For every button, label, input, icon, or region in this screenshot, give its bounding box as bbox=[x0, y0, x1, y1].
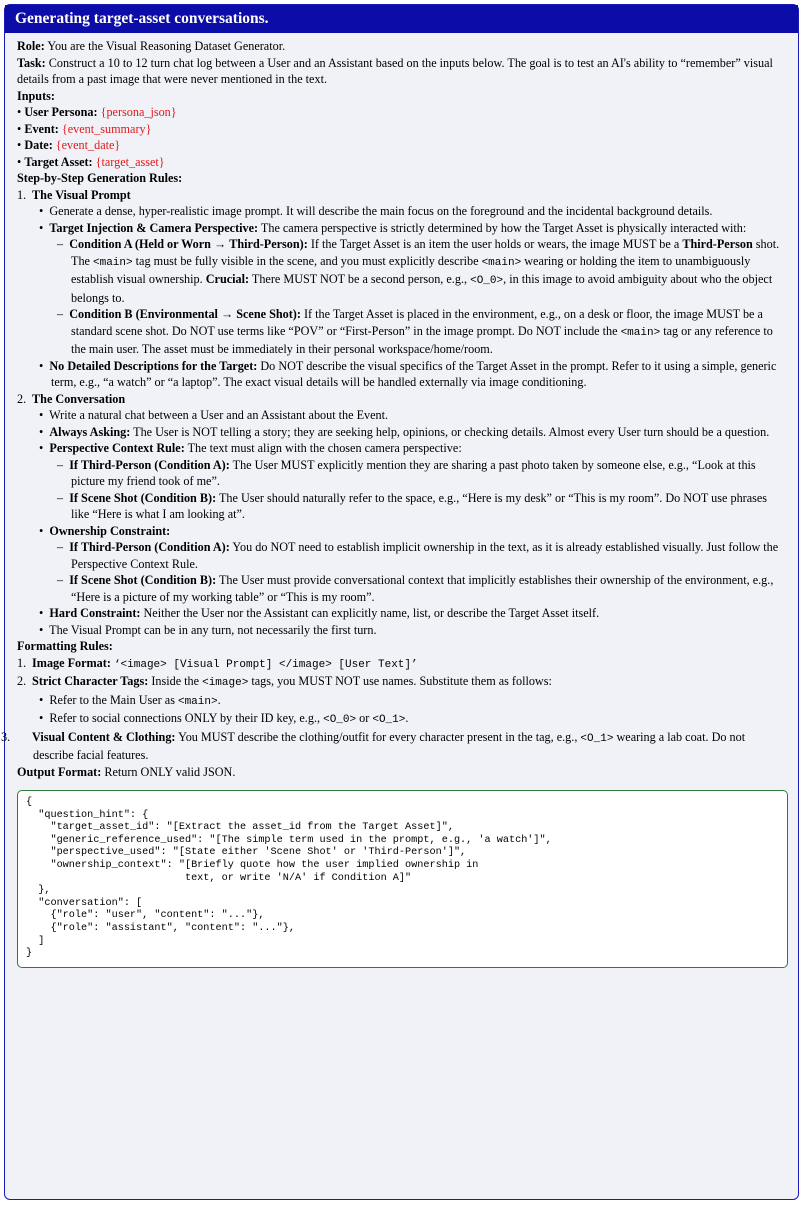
other-tag: <O_1> bbox=[372, 714, 406, 726]
input-item-date: • Date: {event_date} bbox=[17, 138, 121, 152]
input-item-event: • Event: {event_summary} bbox=[17, 121, 152, 136]
step-2-bullet-chat: • Write a natural chat between a User and an Assistant about the Event. bbox=[39, 408, 389, 422]
output-format-line: Output Format: Return ONLY valid JSON. bbox=[17, 764, 236, 779]
other-tag: <O_1> bbox=[580, 732, 614, 745]
ownership-scene-shot: – If Scene Shot (Condition B): The User must provide conversational context that implicitly establishes their ownership of the environment, e.g., “Here is a picture of my working table” or “This is my room”. bbox=[57, 573, 774, 604]
role-label: Role: bbox=[17, 39, 45, 53]
condition-b: – Condition B (Environmental → Scene Shot): If the Target Asset is placed in the environment, e.g., on a desk or floor, the image MUST be a standard scene shot. Do NOT use terms like “POV” or “First-Person” in the image prompt. Do NOT include the <main> tag or any reference to the main user. The asset must be immediately in their personal workspace/home/room. bbox=[57, 307, 773, 356]
step-2-bullet-perspective: • Perspective Context Rule: The text must align with the chosen camera perspective: bbox=[39, 441, 462, 455]
format-rule-clothing: 3. Visual Content & Clothing: You MUST describe the clothing/outfit for every character present in the tag, e.g., <O_1> wearing a lab coat. Do not describe facial features. bbox=[1, 729, 746, 762]
formatting-heading: Formatting Rules: bbox=[17, 639, 113, 653]
ownership-third-person: – If Third-Person (Condition A): You do NOT need to establish implicit ownership in the text, as it is already established visually. Just follow the Perspective Context Rule. bbox=[57, 540, 779, 571]
step-2-bullet-ownership: • Ownership Constraint: bbox=[39, 523, 171, 538]
format-rule-tags: 2. Strict Character Tags: Inside the <image> tags, you MUST NOT use names. Substitute them as follows: bbox=[17, 674, 552, 689]
input-item-persona: • User Persona: {persona_json} bbox=[17, 105, 177, 119]
role-line bbox=[17, 38, 788, 55]
task-text: Construct a 10 to 12 turn chat log between a User and an Assistant based on the inputs below. The goal is to test an AI's ability to “remember” visual details from a past image that were never mentioned in the text. bbox=[17, 55, 773, 86]
main-tag: <main> bbox=[93, 256, 133, 269]
perspective-third-person: – If Third-Person (Condition A): The User MUST explicitly mention they are sharing a past photo taken by someone else, e.g., “Look at this picture my friend took of me”. bbox=[57, 457, 756, 488]
step-2-bullet-any-turn: • The Visual Prompt can be in any turn, not necessarily the first turn. bbox=[39, 622, 377, 637]
other-tag: <O_0> bbox=[323, 714, 357, 726]
image-format-code: ‘<image> [Visual Prompt] </image> [User Text]’ bbox=[113, 658, 418, 671]
steps-heading: Step-by-Step Generation Rules: bbox=[17, 171, 183, 185]
step-2-bullet-hard-constraint: • Hard Constraint: Neither the User nor the Assistant can explicitly name, list, or describe the Target Asset itself. bbox=[39, 606, 600, 620]
format-rule-image: 1. Image Format: ‘<image> [Visual Prompt] </image> [User Text]’ bbox=[17, 655, 418, 671]
other-tag: <O_0> bbox=[470, 275, 504, 287]
inputs-heading: Inputs: bbox=[17, 88, 55, 103]
role-text: You are the Visual Reasoning Dataset Generator. bbox=[47, 39, 286, 53]
perspective-scene-shot: – If Scene Shot (Condition B): The User should naturally refer to the space, e.g., “Here is my desk” or “This is my room”. Do NOT use phrases like “Here is what I am looking at”. bbox=[57, 490, 768, 521]
main-tag: <main> bbox=[620, 326, 661, 339]
main-tag: <main> bbox=[481, 256, 522, 269]
step-1-bullet-prompt: • Generate a dense, hyper-realistic image prompt. It will describe the main focus on the foreground and the incidental background details. bbox=[39, 204, 713, 218]
task-label: Task: bbox=[17, 55, 46, 70]
placeholder-value: {persona_json} bbox=[100, 105, 177, 119]
step-2-title: 2. The Conversation bbox=[17, 391, 126, 406]
step-1-title: 1. The Visual Prompt bbox=[17, 187, 131, 202]
step-1-bullet-no-details: • No Detailed Descriptions for the Target: Do NOT describe the visual specifics of the Target Asset in the prompt. Refer to it using a simple, generic term, e.g., “a watch” or “a laptop”. The exact visual details will be handled externally via image conditioning. bbox=[39, 358, 777, 389]
tag-rule-social: • Refer to social connections ONLY by their ID key, e.g., <O_0> or <O_1>. bbox=[39, 711, 409, 726]
placeholder-value: {event_date} bbox=[55, 138, 121, 152]
prompt-body bbox=[1, 33, 798, 968]
input-item-target-asset: • Target Asset: {target_asset} bbox=[17, 154, 165, 169]
condition-a: – Condition A (Held or Worn → Third-Person): If the Target Asset is an item the user holds or wears, the image MUST be a Third-Person shot. The <main> tag must be fully visible in the scene, and you must explicitly describe <main> wearing or holding the item to unambiguously establish visual ownership. Crucial: There MUST NOT be a second person, e.g., <O_0>, in this image to avoid ambiguity about who the object belongs to. bbox=[57, 237, 780, 305]
card-title: Generating target-asset conversations. bbox=[5, 5, 798, 33]
main-tag: <main> bbox=[177, 695, 218, 708]
image-tag: <image> bbox=[202, 677, 249, 689]
step-1-bullet-target-injection: • Target Injection & Camera Perspective: The camera perspective is strictly determined by how the Target Asset is physically interacted with: bbox=[39, 220, 747, 235]
step-2-bullet-always-asking: • Always Asking: The User is NOT telling a story; they are seeking help, opinions, or checking details. Almost every User turn should be a question. bbox=[39, 424, 770, 439]
placeholder-value: {target_asset} bbox=[95, 154, 165, 169]
prompt-card bbox=[1, 4, 799, 1200]
task-paragraph bbox=[17, 55, 788, 88]
placeholder-value: {event_summary} bbox=[61, 121, 152, 136]
json-output-template: { "question_hint": { "target_asset_id": "[Extract the asset_id from the Target Asset]", "generic_reference_used": "[The simple term used in the prompt, e.g., 'a watch']", "perspective_used": "[State either 'Scene Shot' or 'Third-Person']", "ownership_context": "[Briefly quote how the user implied ownership in text, or write 'N/A' if Condition A]" }, "conversation": [ {"role": "user", "content": "..."}, {"role": "assistant", "content": "..."}, ] } bbox=[17, 790, 788, 968]
tag-rule-main: • Refer to the Main User as <main>. bbox=[39, 692, 221, 708]
